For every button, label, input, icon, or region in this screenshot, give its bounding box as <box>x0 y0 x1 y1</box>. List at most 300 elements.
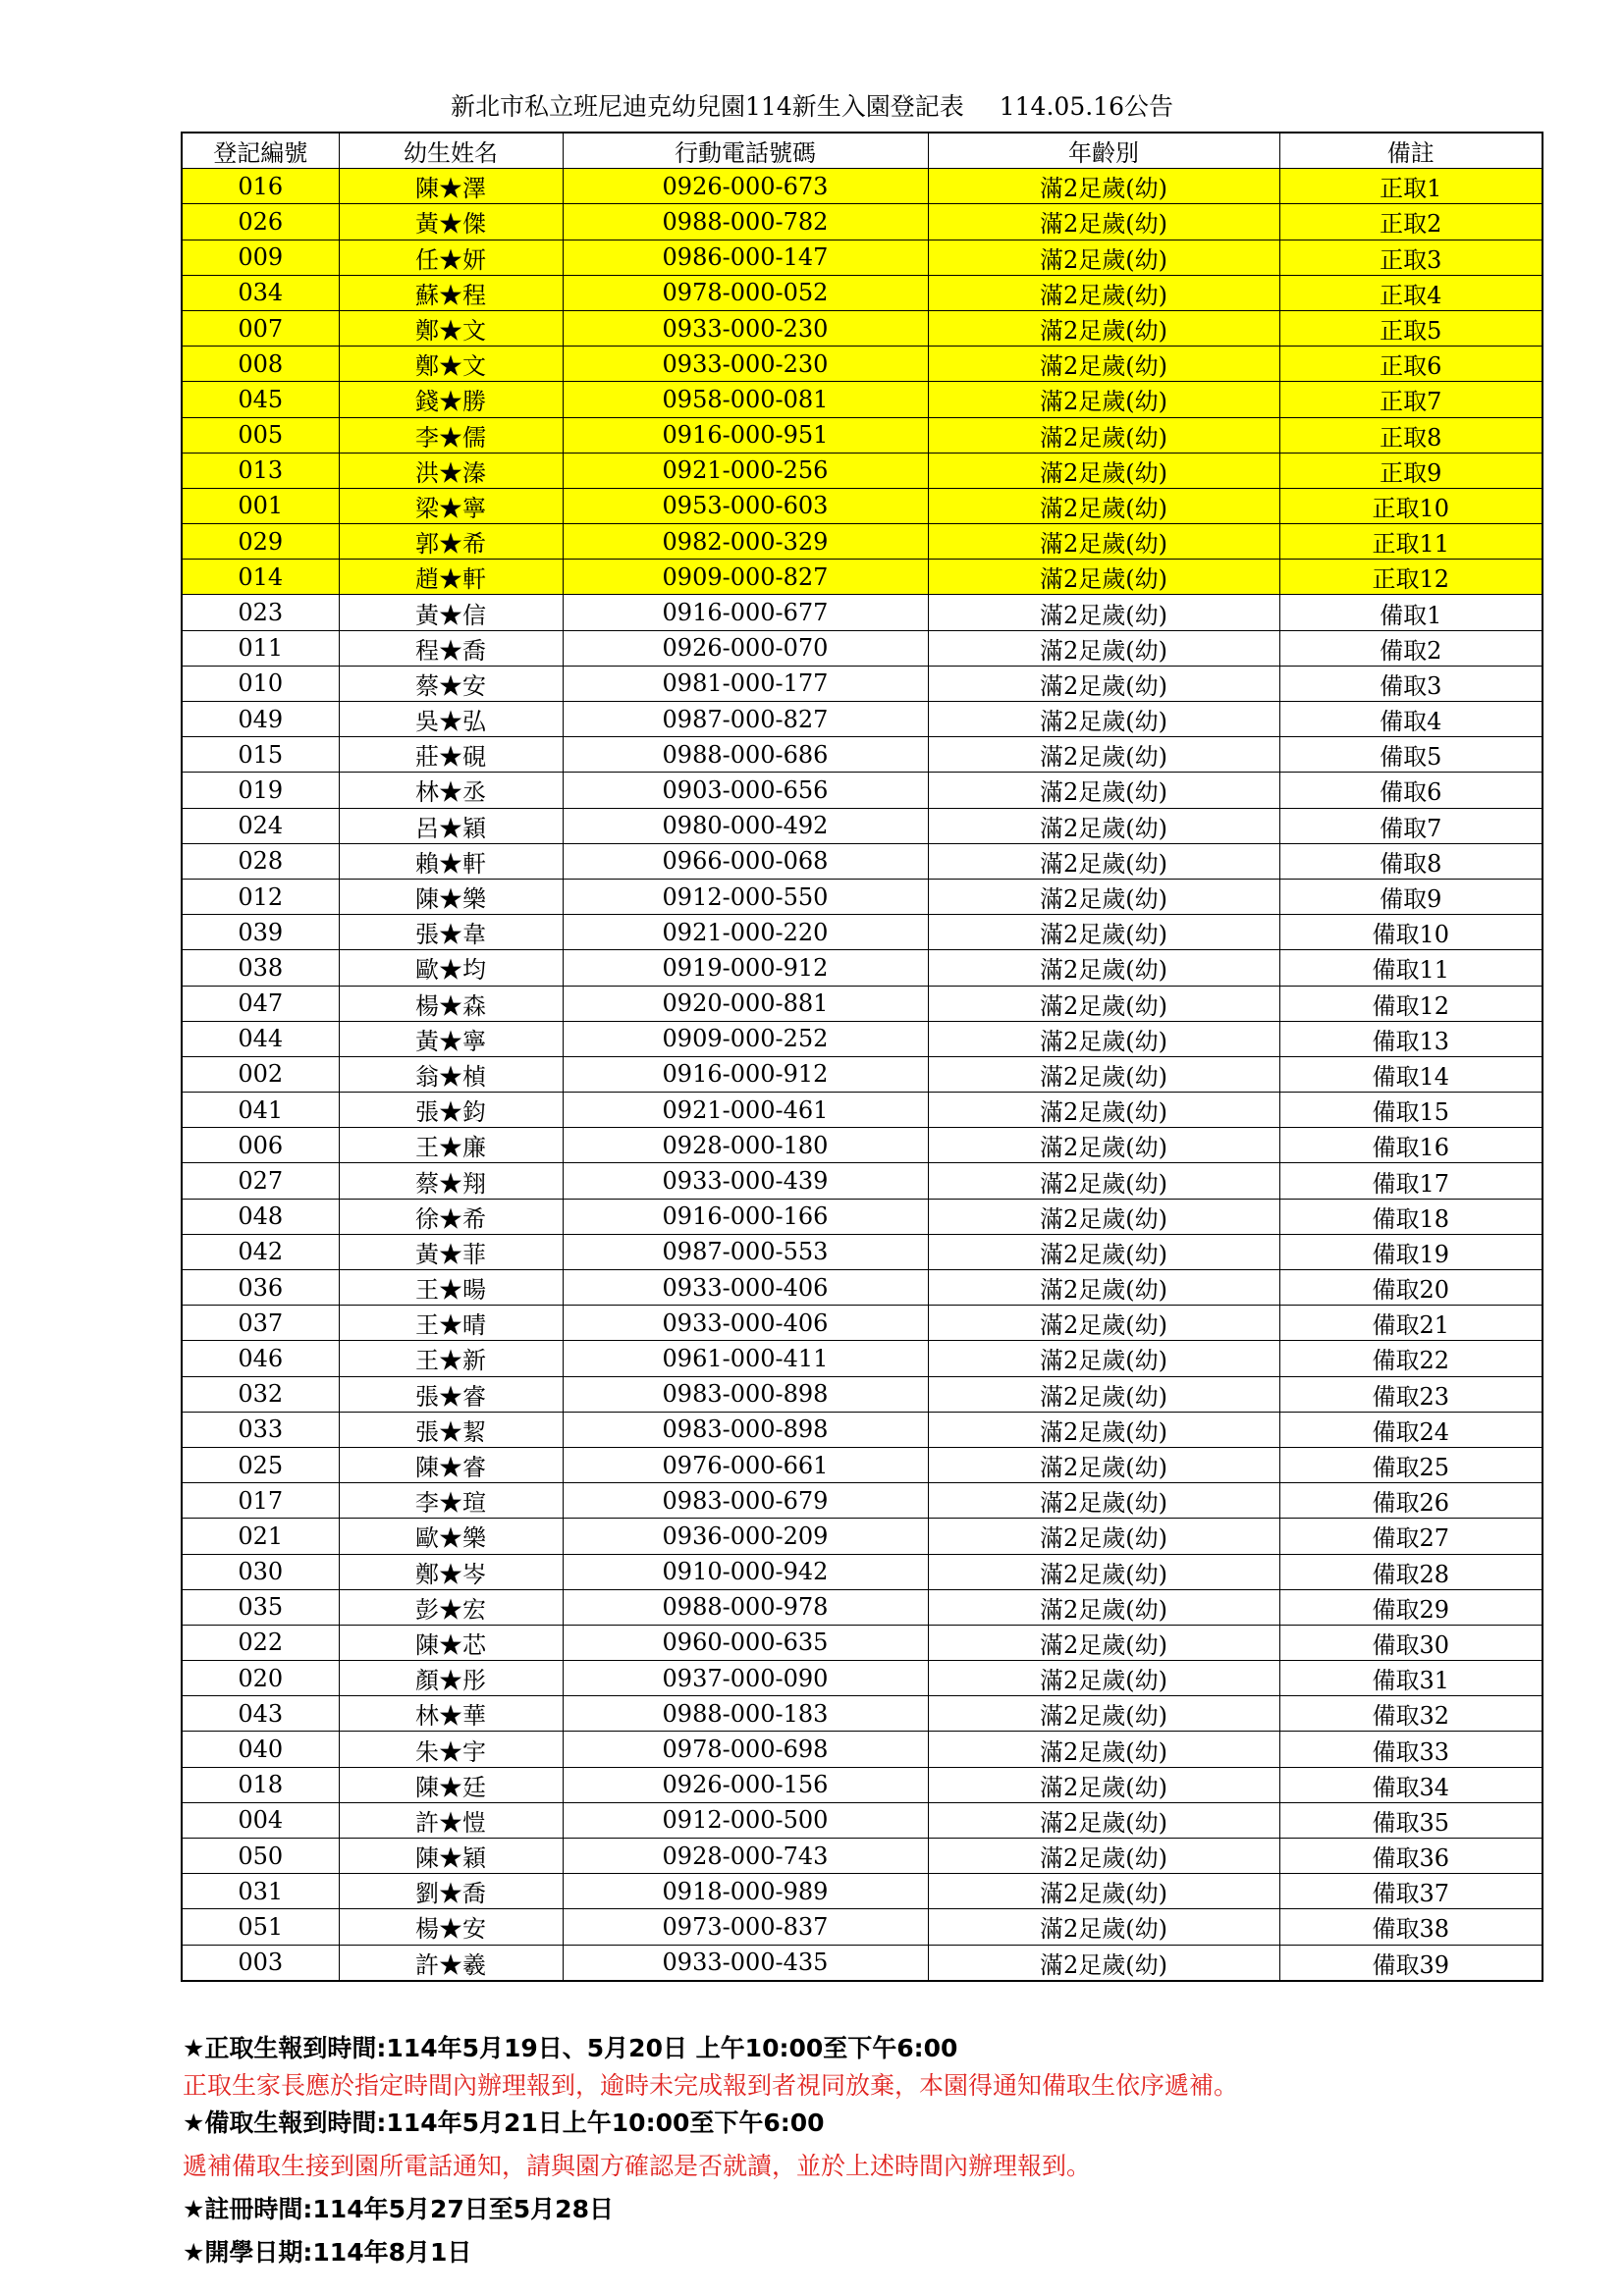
phone-cell: 0912-000-500 <box>563 1802 928 1838</box>
age-group-cell: 滿2足歲(幼) <box>928 347 1279 382</box>
table-row <box>182 275 1543 310</box>
child-name-cell: 歐★樂 <box>339 1519 563 1554</box>
child-name-cell: 錢★勝 <box>339 382 563 417</box>
age-group-cell: 滿2足歲(幼) <box>928 843 1279 879</box>
phone-cell: 0909-000-252 <box>563 1021 928 1056</box>
table-row <box>182 1199 1543 1234</box>
notes-section <box>183 2030 1577 2271</box>
age-group-cell: 滿2足歲(幼) <box>928 1874 1279 1909</box>
note-schedule: ★正取生報到時間:114年5月19日、5月20日 上午10:00至下午6:00 <box>183 2034 958 2062</box>
child-name-cell: 郭★希 <box>339 524 563 560</box>
registration-number-cell: 017 <box>182 1483 339 1519</box>
phone-cell: 0988-000-686 <box>563 737 928 773</box>
table-row <box>182 773 1543 808</box>
registration-number-cell: 028 <box>182 843 339 879</box>
announcement-date: 114.05.16公告 <box>999 92 1173 121</box>
age-group-cell: 滿2足歲(幼) <box>928 986 1279 1021</box>
phone-cell: 0933-000-439 <box>563 1163 928 1199</box>
table-row <box>182 915 1543 950</box>
registration-number-cell: 014 <box>182 560 339 595</box>
phone-cell: 0920-000-881 <box>563 986 928 1021</box>
age-group-cell: 滿2足歲(幼) <box>928 1802 1279 1838</box>
remark-cell: 正取8 <box>1279 417 1543 453</box>
registration-number-cell: 006 <box>182 1128 339 1163</box>
registration-number-cell: 020 <box>182 1661 339 1696</box>
table-row <box>182 1056 1543 1092</box>
age-group-cell: 滿2足歲(幼) <box>928 702 1279 737</box>
phone-cell: 0978-000-052 <box>563 275 928 310</box>
age-group-cell: 滿2足歲(幼) <box>928 1306 1279 1341</box>
registration-number-cell: 032 <box>182 1376 339 1412</box>
phone-cell: 0933-000-230 <box>563 347 928 382</box>
registration-number-cell: 045 <box>182 382 339 417</box>
registration-number-cell: 026 <box>182 204 339 240</box>
remark-cell: 備取28 <box>1279 1554 1543 1589</box>
table-row <box>182 1874 1543 1909</box>
phone-cell: 0909-000-827 <box>563 560 928 595</box>
child-name-cell: 陳★穎 <box>339 1839 563 1874</box>
remark-cell: 備取20 <box>1279 1270 1543 1306</box>
phone-cell: 0926-000-156 <box>563 1767 928 1802</box>
remark-cell: 備取37 <box>1279 1874 1543 1909</box>
remark-cell: 備取7 <box>1279 808 1543 843</box>
remark-cell: 備取19 <box>1279 1234 1543 1269</box>
remark-cell: 正取9 <box>1279 453 1543 488</box>
child-name-cell: 楊★森 <box>339 986 563 1021</box>
registration-number-cell: 047 <box>182 986 339 1021</box>
registration-number-cell: 042 <box>182 1234 339 1269</box>
child-name-cell: 顏★彤 <box>339 1661 563 1696</box>
remark-cell: 備取5 <box>1279 737 1543 773</box>
phone-cell: 0918-000-989 <box>563 1874 928 1909</box>
table-row <box>182 808 1543 843</box>
child-name-cell: 吳★弘 <box>339 702 563 737</box>
remark-cell: 備取9 <box>1279 879 1543 914</box>
child-name-cell: 黃★菲 <box>339 1234 563 1269</box>
phone-cell: 0936-000-209 <box>563 1519 928 1554</box>
registration-number-cell: 041 <box>182 1093 339 1128</box>
note-instruction: 正取生家長應於指定時間內辦理報到，逾時未完成報到者視同放棄，本園得通知備取生依序遞補。 <box>183 2071 1239 2100</box>
table-row <box>182 240 1543 275</box>
remark-cell: 正取12 <box>1279 560 1543 595</box>
registration-number-cell: 023 <box>182 595 339 630</box>
child-name-cell: 朱★宇 <box>339 1732 563 1767</box>
registration-number-cell: 038 <box>182 950 339 986</box>
phone-cell: 0916-000-166 <box>563 1199 928 1234</box>
table-row <box>182 1554 1543 1589</box>
remark-cell: 備取3 <box>1279 666 1543 701</box>
age-group-cell: 滿2足歲(幼) <box>928 1447 1279 1482</box>
table-row <box>182 666 1543 701</box>
remark-cell: 正取2 <box>1279 204 1543 240</box>
age-group-cell: 滿2足歲(幼) <box>928 275 1279 310</box>
remark-cell: 備取30 <box>1279 1625 1543 1660</box>
table-row <box>182 1376 1543 1412</box>
table-row <box>182 1093 1543 1128</box>
remark-cell: 備取17 <box>1279 1163 1543 1199</box>
age-group-cell: 滿2足歲(幼) <box>928 524 1279 560</box>
table-row <box>182 488 1543 523</box>
phone-cell: 0933-000-230 <box>563 310 928 346</box>
child-name-cell: 鄭★文 <box>339 347 563 382</box>
phone-cell: 0916-000-912 <box>563 1056 928 1092</box>
registration-number-cell: 025 <box>182 1447 339 1482</box>
phone-cell: 0919-000-912 <box>563 950 928 986</box>
phone-cell: 0983-000-898 <box>563 1376 928 1412</box>
age-group-cell: 滿2足歲(幼) <box>928 1661 1279 1696</box>
table-row <box>182 1945 1543 1981</box>
table-row <box>182 1589 1543 1625</box>
remark-cell: 正取4 <box>1279 275 1543 310</box>
remark-cell: 備取35 <box>1279 1802 1543 1838</box>
age-group-cell: 滿2足歲(幼) <box>928 1376 1279 1412</box>
remark-cell: 備取33 <box>1279 1732 1543 1767</box>
age-group-cell: 滿2足歲(幼) <box>928 1945 1279 1981</box>
table-row <box>182 1341 1543 1376</box>
registration-number-cell: 030 <box>182 1554 339 1589</box>
child-name-cell: 林★華 <box>339 1696 563 1732</box>
registration-number-cell: 027 <box>182 1163 339 1199</box>
table-row <box>182 1270 1543 1306</box>
registration-number-cell: 008 <box>182 347 339 382</box>
phone-cell: 0973-000-837 <box>563 1909 928 1945</box>
registration-number-cell: 046 <box>182 1341 339 1376</box>
remark-cell: 備取4 <box>1279 702 1543 737</box>
age-group-cell: 滿2足歲(幼) <box>928 560 1279 595</box>
age-group-cell: 滿2足歲(幼) <box>928 595 1279 630</box>
table-row <box>182 524 1543 560</box>
header-registration-number: 登記編號 <box>182 133 339 169</box>
header-child-name: 幼生姓名 <box>339 133 563 169</box>
child-name-cell: 莊★硯 <box>339 737 563 773</box>
table-row <box>182 1661 1543 1696</box>
registration-number-cell: 019 <box>182 773 339 808</box>
registration-number-cell: 033 <box>182 1412 339 1447</box>
phone-cell: 0910-000-942 <box>563 1554 928 1589</box>
phone-cell: 0983-000-679 <box>563 1483 928 1519</box>
registration-number-cell: 036 <box>182 1270 339 1306</box>
age-group-cell: 滿2足歲(幼) <box>928 1199 1279 1234</box>
registration-number-cell: 001 <box>182 488 339 523</box>
child-name-cell: 賴★軒 <box>339 843 563 879</box>
phone-cell: 0928-000-743 <box>563 1839 928 1874</box>
phone-cell: 0921-000-461 <box>563 1093 928 1128</box>
age-group-cell: 滿2足歲(幼) <box>928 204 1279 240</box>
table-row <box>182 843 1543 879</box>
registration-number-cell: 004 <box>182 1802 339 1838</box>
remark-cell: 備取21 <box>1279 1306 1543 1341</box>
registration-number-cell: 037 <box>182 1306 339 1341</box>
registration-number-cell: 009 <box>182 240 339 275</box>
table-row <box>182 1412 1543 1447</box>
age-group-cell: 滿2足歲(幼) <box>928 310 1279 346</box>
remark-cell: 備取38 <box>1279 1909 1543 1945</box>
phone-cell: 0912-000-550 <box>563 879 928 914</box>
table-header-row <box>182 133 1543 169</box>
table-row <box>182 1483 1543 1519</box>
child-name-cell: 劉★喬 <box>339 1874 563 1909</box>
age-group-cell: 滿2足歲(幼) <box>928 1056 1279 1092</box>
age-group-cell: 滿2足歲(幼) <box>928 1093 1279 1128</box>
remark-cell: 備取16 <box>1279 1128 1543 1163</box>
remark-cell: 備取2 <box>1279 630 1543 666</box>
age-group-cell: 滿2足歲(幼) <box>928 1341 1279 1376</box>
phone-cell: 0903-000-656 <box>563 773 928 808</box>
phone-cell: 0916-000-677 <box>563 595 928 630</box>
remark-cell: 正取5 <box>1279 310 1543 346</box>
child-name-cell: 許★羲 <box>339 1945 563 1981</box>
phone-cell: 0987-000-553 <box>563 1234 928 1269</box>
remark-cell: 正取1 <box>1279 169 1543 204</box>
phone-cell: 0988-000-978 <box>563 1589 928 1625</box>
remark-cell: 備取25 <box>1279 1447 1543 1482</box>
table-body <box>182 169 1543 1981</box>
remark-cell: 備取24 <box>1279 1412 1543 1447</box>
child-name-cell: 鄭★文 <box>339 310 563 346</box>
table-row <box>182 169 1543 204</box>
header-remarks: 備註 <box>1279 133 1543 169</box>
registration-number-cell: 015 <box>182 737 339 773</box>
table-row <box>182 1447 1543 1482</box>
child-name-cell: 張★韋 <box>339 915 563 950</box>
child-name-cell: 李★儒 <box>339 417 563 453</box>
age-group-cell: 滿2足歲(幼) <box>928 1554 1279 1589</box>
child-name-cell: 蔡★翔 <box>339 1163 563 1199</box>
age-group-cell: 滿2足歲(幼) <box>928 1839 1279 1874</box>
phone-cell: 0933-000-435 <box>563 1945 928 1981</box>
remark-cell: 備取23 <box>1279 1376 1543 1412</box>
phone-cell: 0980-000-492 <box>563 808 928 843</box>
remark-cell: 正取10 <box>1279 488 1543 523</box>
table-row <box>182 630 1543 666</box>
note-instruction: 遞補備取生接到園所電話通知，請與園方確認是否就讀，並於上述時間內辦理報到。 <box>183 2152 1092 2180</box>
age-group-cell: 滿2足歲(幼) <box>928 1625 1279 1660</box>
table-row <box>182 1234 1543 1269</box>
child-name-cell: 黃★寧 <box>339 1021 563 1056</box>
registration-number-cell: 005 <box>182 417 339 453</box>
registration-number-cell: 013 <box>182 453 339 488</box>
registration-number-cell: 043 <box>182 1696 339 1732</box>
phone-cell: 0958-000-081 <box>563 382 928 417</box>
child-name-cell: 蔡★安 <box>339 666 563 701</box>
child-name-cell: 張★睿 <box>339 1376 563 1412</box>
age-group-cell: 滿2足歲(幼) <box>928 488 1279 523</box>
table-row <box>182 1839 1543 1874</box>
remark-cell: 備取34 <box>1279 1767 1543 1802</box>
child-name-cell: 陳★廷 <box>339 1767 563 1802</box>
remark-cell: 備取36 <box>1279 1839 1543 1874</box>
age-group-cell: 滿2足歲(幼) <box>928 1412 1279 1447</box>
age-group-cell: 滿2足歲(幼) <box>928 879 1279 914</box>
registration-number-cell: 031 <box>182 1874 339 1909</box>
phone-cell: 0960-000-635 <box>563 1625 928 1660</box>
child-name-cell: 蘇★程 <box>339 275 563 310</box>
phone-cell: 0983-000-898 <box>563 1412 928 1447</box>
phone-cell: 0988-000-183 <box>563 1696 928 1732</box>
age-group-cell: 滿2足歲(幼) <box>928 1021 1279 1056</box>
remark-cell: 備取11 <box>1279 950 1543 986</box>
remark-cell: 備取13 <box>1279 1021 1543 1056</box>
registration-number-cell: 035 <box>182 1589 339 1625</box>
age-group-cell: 滿2足歲(幼) <box>928 1234 1279 1269</box>
phone-cell: 0933-000-406 <box>563 1270 928 1306</box>
table-row <box>182 347 1543 382</box>
age-group-cell: 滿2足歲(幼) <box>928 1270 1279 1306</box>
remark-cell: 備取6 <box>1279 773 1543 808</box>
phone-cell: 0981-000-177 <box>563 666 928 701</box>
age-group-cell: 滿2足歲(幼) <box>928 1483 1279 1519</box>
age-group-cell: 滿2足歲(幼) <box>928 1696 1279 1732</box>
registration-number-cell: 049 <box>182 702 339 737</box>
child-name-cell: 張★鈞 <box>339 1093 563 1128</box>
phone-cell: 0926-000-070 <box>563 630 928 666</box>
phone-cell: 0978-000-698 <box>563 1732 928 1767</box>
remark-cell: 正取11 <box>1279 524 1543 560</box>
table-row <box>182 1802 1543 1838</box>
child-name-cell: 王★廉 <box>339 1128 563 1163</box>
age-group-cell: 滿2足歲(幼) <box>928 453 1279 488</box>
remark-cell: 備取31 <box>1279 1661 1543 1696</box>
age-group-cell: 滿2足歲(幼) <box>928 240 1279 275</box>
age-group-cell: 滿2足歲(幼) <box>928 737 1279 773</box>
child-name-cell: 趙★軒 <box>339 560 563 595</box>
phone-cell: 0937-000-090 <box>563 1661 928 1696</box>
remark-cell: 備取26 <box>1279 1483 1543 1519</box>
table-row <box>182 417 1543 453</box>
age-group-cell: 滿2足歲(幼) <box>928 382 1279 417</box>
age-group-cell: 滿2足歲(幼) <box>928 808 1279 843</box>
registration-number-cell: 029 <box>182 524 339 560</box>
remark-cell: 備取10 <box>1279 915 1543 950</box>
child-name-cell: 黃★傑 <box>339 204 563 240</box>
table-row <box>182 879 1543 914</box>
phone-cell: 0966-000-068 <box>563 843 928 879</box>
registration-number-cell: 011 <box>182 630 339 666</box>
phone-cell: 0921-000-220 <box>563 915 928 950</box>
registration-number-cell: 007 <box>182 310 339 346</box>
age-group-cell: 滿2足歲(幼) <box>928 915 1279 950</box>
table-row <box>182 204 1543 240</box>
table-row <box>182 950 1543 986</box>
child-name-cell: 翁★楨 <box>339 1056 563 1092</box>
phone-cell: 0988-000-782 <box>563 204 928 240</box>
registration-number-cell: 050 <box>182 1839 339 1874</box>
registration-number-cell: 002 <box>182 1056 339 1092</box>
table-row <box>182 1021 1543 1056</box>
table-row <box>182 1909 1543 1945</box>
table-row <box>182 1732 1543 1767</box>
table-row <box>182 595 1543 630</box>
table-row <box>182 737 1543 773</box>
child-name-cell: 梁★寧 <box>339 488 563 523</box>
header-mobile-phone: 行動電話號碼 <box>563 133 928 169</box>
table-row <box>182 560 1543 595</box>
child-name-cell: 鄭★岑 <box>339 1554 563 1589</box>
note-schedule: ★備取生報到時間:114年5月21日上午10:00至下午6:00 <box>183 2109 825 2137</box>
table-row <box>182 310 1543 346</box>
registration-number-cell: 039 <box>182 915 339 950</box>
registration-number-cell: 021 <box>182 1519 339 1554</box>
child-name-cell: 彭★宏 <box>339 1589 563 1625</box>
age-group-cell: 滿2足歲(幼) <box>928 1128 1279 1163</box>
age-group-cell: 滿2足歲(幼) <box>928 1909 1279 1945</box>
phone-cell: 0953-000-603 <box>563 488 928 523</box>
remark-cell: 備取15 <box>1279 1093 1543 1128</box>
remark-cell: 備取39 <box>1279 1945 1543 1981</box>
header-age-group: 年齡別 <box>928 133 1279 169</box>
note-schedule: ★註冊時間:114年5月27日至5月28日 <box>183 2195 614 2223</box>
child-name-cell: 李★瑄 <box>339 1483 563 1519</box>
title-text: 新北市私立班尼迪克幼兒園114新生入園登記表 <box>451 92 964 121</box>
remark-cell: 備取14 <box>1279 1056 1543 1092</box>
registration-number-cell: 022 <box>182 1625 339 1660</box>
age-group-cell: 滿2足歲(幼) <box>928 1767 1279 1802</box>
child-name-cell: 黃★信 <box>339 595 563 630</box>
phone-cell: 0921-000-256 <box>563 453 928 488</box>
phone-cell: 0986-000-147 <box>563 240 928 275</box>
phone-cell: 0933-000-406 <box>563 1306 928 1341</box>
table-row <box>182 1306 1543 1341</box>
registration-number-cell: 040 <box>182 1732 339 1767</box>
registration-number-cell: 051 <box>182 1909 339 1945</box>
phone-cell: 0916-000-951 <box>563 417 928 453</box>
remark-cell: 備取32 <box>1279 1696 1543 1732</box>
child-name-cell: 張★絜 <box>339 1412 563 1447</box>
table-row <box>182 1625 1543 1660</box>
age-group-cell: 滿2足歲(幼) <box>928 1589 1279 1625</box>
remark-cell: 正取7 <box>1279 382 1543 417</box>
phone-cell: 0987-000-827 <box>563 702 928 737</box>
child-name-cell: 楊★安 <box>339 1909 563 1945</box>
age-group-cell: 滿2足歲(幼) <box>928 1519 1279 1554</box>
child-name-cell: 任★妍 <box>339 240 563 275</box>
child-name-cell: 陳★睿 <box>339 1447 563 1482</box>
age-group-cell: 滿2足歲(幼) <box>928 950 1279 986</box>
remark-cell: 備取12 <box>1279 986 1543 1021</box>
child-name-cell: 王★晴 <box>339 1306 563 1341</box>
child-name-cell: 歐★均 <box>339 950 563 986</box>
table-row <box>182 1163 1543 1199</box>
remark-cell: 備取27 <box>1279 1519 1543 1554</box>
age-group-cell: 滿2足歲(幼) <box>928 773 1279 808</box>
remark-cell: 備取1 <box>1279 595 1543 630</box>
registration-table <box>181 132 1543 1982</box>
child-name-cell: 陳★樂 <box>339 879 563 914</box>
table-row <box>182 702 1543 737</box>
age-group-cell: 滿2足歲(幼) <box>928 666 1279 701</box>
registration-number-cell: 018 <box>182 1767 339 1802</box>
registration-number-cell: 048 <box>182 1199 339 1234</box>
phone-cell: 0982-000-329 <box>563 524 928 560</box>
child-name-cell: 陳★澤 <box>339 169 563 204</box>
registration-number-cell: 010 <box>182 666 339 701</box>
phone-cell: 0976-000-661 <box>563 1447 928 1482</box>
table-row <box>182 1519 1543 1554</box>
child-name-cell: 王★新 <box>339 1341 563 1376</box>
registration-number-cell: 024 <box>182 808 339 843</box>
table-row <box>182 1767 1543 1802</box>
remark-cell: 正取3 <box>1279 240 1543 275</box>
table-row <box>182 1696 1543 1732</box>
remark-cell: 備取22 <box>1279 1341 1543 1376</box>
phone-cell: 0928-000-180 <box>563 1128 928 1163</box>
child-name-cell: 徐★希 <box>339 1199 563 1234</box>
remark-cell: 備取18 <box>1279 1199 1543 1234</box>
age-group-cell: 滿2足歲(幼) <box>928 1732 1279 1767</box>
phone-cell: 0926-000-673 <box>563 169 928 204</box>
remark-cell: 備取29 <box>1279 1589 1543 1625</box>
age-group-cell: 滿2足歲(幼) <box>928 630 1279 666</box>
